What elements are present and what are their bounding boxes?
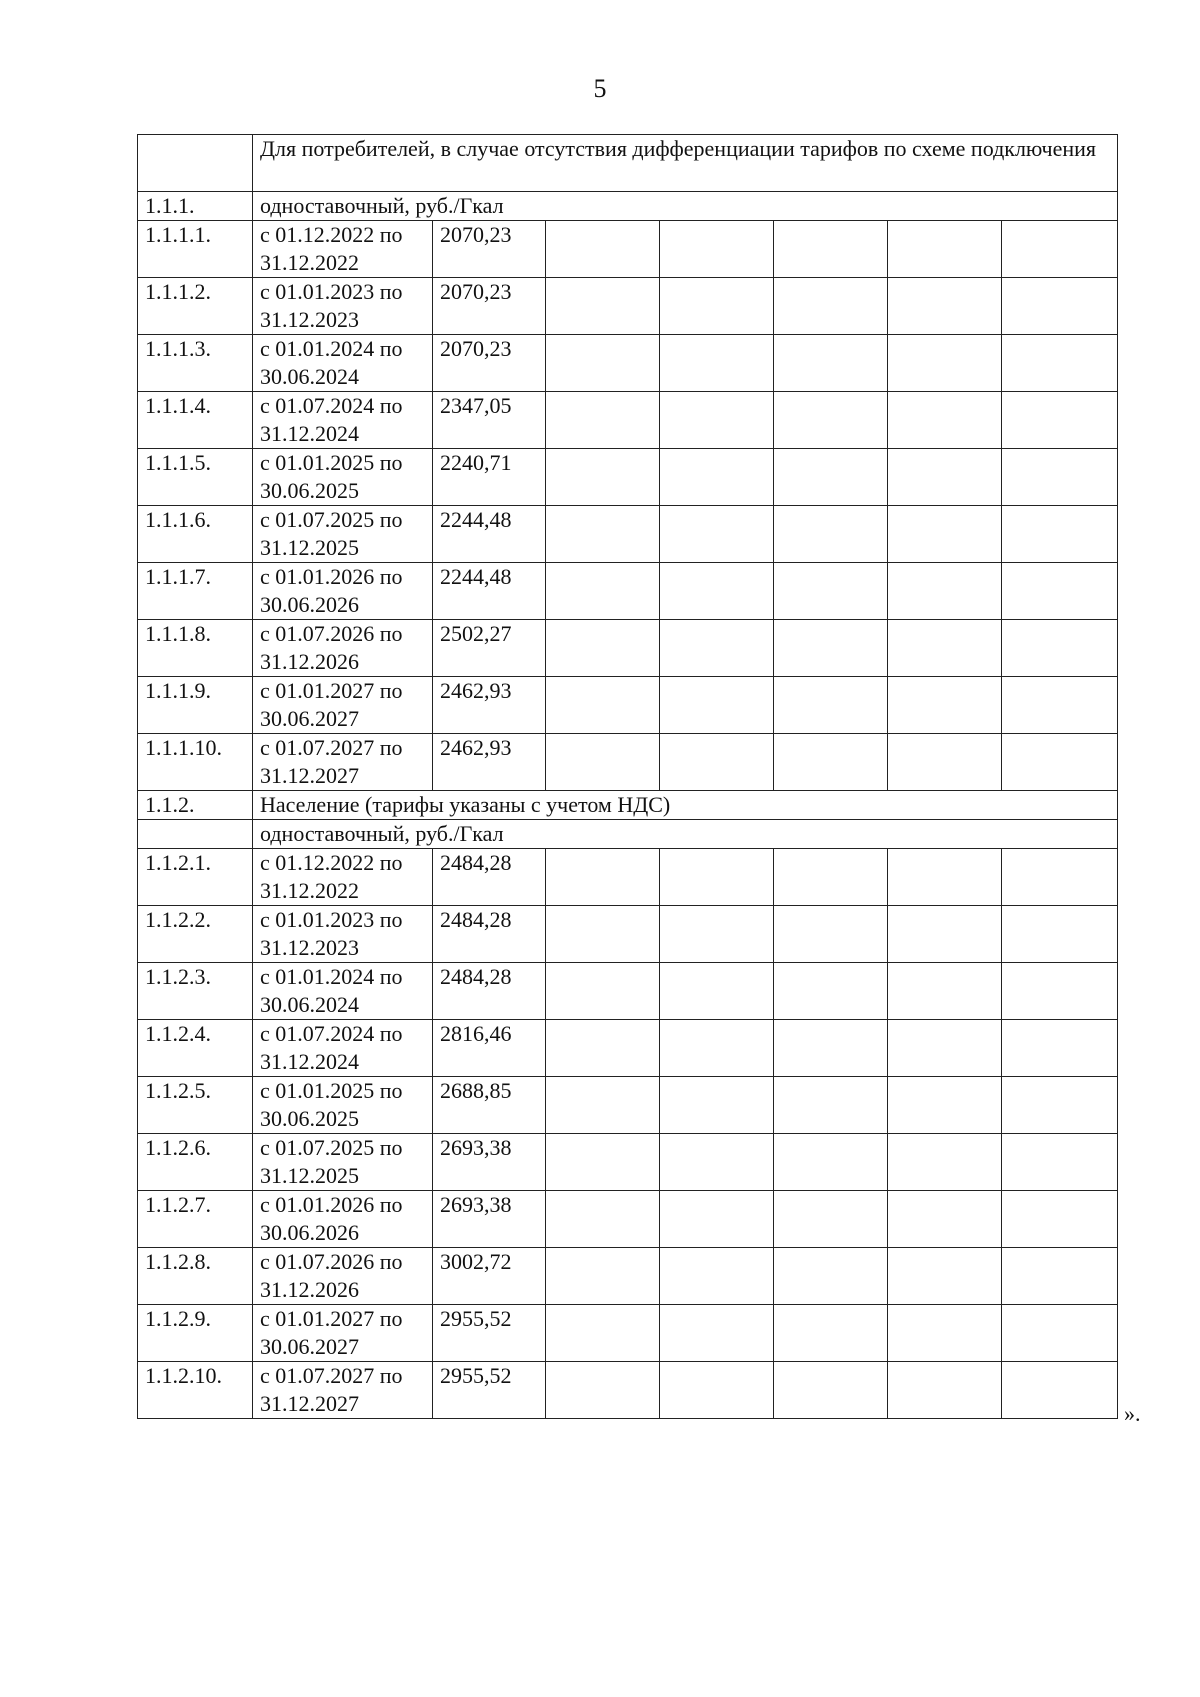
- empty-cell: [1002, 1020, 1118, 1077]
- period-start: с 01.01.2027 по: [260, 1306, 403, 1331]
- empty-cell: [774, 1077, 888, 1134]
- period-end: 30.06.2027: [260, 1334, 359, 1359]
- tariff-value-cell: 2955,52: [433, 1362, 546, 1419]
- tariff-value-cell: 2688,85: [433, 1077, 546, 1134]
- empty-cell: [1002, 1305, 1118, 1362]
- empty-cell: [546, 1077, 660, 1134]
- tariff-value-cell: 2484,28: [433, 849, 546, 906]
- group-subtitle-row: [138, 820, 1118, 849]
- empty-cell: [1002, 620, 1118, 677]
- empty-cell: [774, 278, 888, 335]
- row-code-cell: 1.1.1.9.: [138, 677, 253, 734]
- empty-cell: [1002, 1134, 1118, 1191]
- period-cell: [253, 506, 433, 563]
- empty-cell: [888, 1248, 1002, 1305]
- empty-cell: [546, 1020, 660, 1077]
- tariff-value-cell: 2502,27: [433, 620, 546, 677]
- period-end: 30.06.2027: [260, 706, 359, 731]
- empty-cell: [888, 1134, 1002, 1191]
- period-cell: [253, 1248, 433, 1305]
- tariff-row: [138, 620, 1118, 677]
- group-title-row: [138, 192, 1118, 221]
- tariff-row: [138, 677, 1118, 734]
- tariff-value-cell: 2484,28: [433, 906, 546, 963]
- row-code-cell: 1.1.2.5.: [138, 1077, 253, 1134]
- empty-cell: [660, 1020, 774, 1077]
- tariff-row: [138, 335, 1118, 392]
- period-end: 31.12.2022: [260, 878, 359, 903]
- tariff-row: [138, 734, 1118, 791]
- empty-cell: [1002, 963, 1118, 1020]
- group-subtitle-code-cell: [138, 820, 253, 849]
- period-cell: [253, 849, 433, 906]
- tariff-row: [138, 1134, 1118, 1191]
- period-start: с 01.01.2026 по: [260, 1192, 403, 1217]
- empty-cell: [774, 1020, 888, 1077]
- period-end: 31.12.2023: [260, 935, 359, 960]
- empty-cell: [774, 392, 888, 449]
- empty-cell: [660, 677, 774, 734]
- empty-cell: [546, 1248, 660, 1305]
- row-code-cell: 1.1.1.5.: [138, 449, 253, 506]
- period-end: 31.12.2026: [260, 1277, 359, 1302]
- empty-cell: [888, 506, 1002, 563]
- empty-cell: [546, 906, 660, 963]
- tariff-row: [138, 1248, 1118, 1305]
- tariff-value-cell: 2070,23: [433, 221, 546, 278]
- empty-cell: [546, 506, 660, 563]
- row-code-cell: 1.1.1.8.: [138, 620, 253, 677]
- empty-cell: [774, 506, 888, 563]
- period-cell: [253, 1305, 433, 1362]
- period-start: с 01.01.2026 по: [260, 564, 403, 589]
- empty-cell: [660, 1077, 774, 1134]
- period-start: с 01.07.2025 по: [260, 507, 403, 532]
- tariff-value-cell: 2484,28: [433, 963, 546, 1020]
- tariff-value-cell: 2816,46: [433, 1020, 546, 1077]
- period-start: с 01.01.2025 по: [260, 1078, 403, 1103]
- empty-cell: [774, 677, 888, 734]
- empty-cell: [1002, 1362, 1118, 1419]
- period-cell: [253, 335, 433, 392]
- empty-cell: [888, 1020, 1002, 1077]
- empty-cell: [546, 849, 660, 906]
- group-title-row: [138, 791, 1118, 820]
- empty-cell: [774, 963, 888, 1020]
- header-code-cell: [138, 135, 253, 192]
- tariff-row: [138, 506, 1118, 563]
- empty-cell: [546, 963, 660, 1020]
- header-row: [138, 135, 1118, 192]
- empty-cell: [888, 963, 1002, 1020]
- empty-cell: [660, 1248, 774, 1305]
- row-code-cell: 1.1.2.6.: [138, 1134, 253, 1191]
- row-code-cell: 1.1.2.9.: [138, 1305, 253, 1362]
- tariff-row: [138, 1020, 1118, 1077]
- empty-cell: [546, 449, 660, 506]
- row-code-cell: 1.1.2.2.: [138, 906, 253, 963]
- empty-cell: [660, 906, 774, 963]
- empty-cell: [546, 734, 660, 791]
- period-cell: [253, 563, 433, 620]
- period-cell: [253, 1077, 433, 1134]
- period-start: с 01.07.2026 по: [260, 621, 403, 646]
- empty-cell: [546, 221, 660, 278]
- period-start: с 01.07.2024 по: [260, 393, 403, 418]
- period-cell: [253, 1020, 433, 1077]
- empty-cell: [660, 1134, 774, 1191]
- empty-cell: [888, 620, 1002, 677]
- empty-cell: [660, 221, 774, 278]
- group-code-cell: 1.1.2.: [138, 791, 253, 820]
- empty-cell: [1002, 906, 1118, 963]
- empty-cell: [888, 1305, 1002, 1362]
- empty-cell: [660, 963, 774, 1020]
- empty-cell: [888, 278, 1002, 335]
- empty-cell: [546, 563, 660, 620]
- period-end: 31.12.2027: [260, 763, 359, 788]
- period-start: с 01.12.2022 по: [260, 850, 403, 875]
- period-start: с 01.01.2025 по: [260, 450, 403, 475]
- empty-cell: [660, 278, 774, 335]
- tariff-row: [138, 849, 1118, 906]
- period-end: 30.06.2024: [260, 992, 359, 1017]
- empty-cell: [546, 1305, 660, 1362]
- row-code-cell: 1.1.2.3.: [138, 963, 253, 1020]
- row-code-cell: 1.1.1.3.: [138, 335, 253, 392]
- tariff-row: [138, 392, 1118, 449]
- empty-cell: [660, 620, 774, 677]
- empty-cell: [888, 906, 1002, 963]
- empty-cell: [1002, 335, 1118, 392]
- period-end: 30.06.2025: [260, 478, 359, 503]
- period-start: с 01.01.2023 по: [260, 279, 403, 304]
- empty-cell: [660, 1305, 774, 1362]
- tariff-value-cell: 2462,93: [433, 734, 546, 791]
- tariff-value-cell: 2347,05: [433, 392, 546, 449]
- empty-cell: [888, 677, 1002, 734]
- empty-cell: [1002, 1248, 1118, 1305]
- period-end: 31.12.2022: [260, 250, 359, 275]
- period-end: 30.06.2026: [260, 592, 359, 617]
- group-title-cell: одноставочный, руб./Гкал: [253, 192, 1118, 221]
- empty-cell: [660, 1191, 774, 1248]
- empty-cell: [888, 563, 1002, 620]
- tariff-row: [138, 963, 1118, 1020]
- row-code-cell: 1.1.2.1.: [138, 849, 253, 906]
- tariff-value-cell: 2955,52: [433, 1305, 546, 1362]
- period-end: 31.12.2025: [260, 1163, 359, 1188]
- period-end: 30.06.2026: [260, 1220, 359, 1245]
- row-code-cell: 1.1.2.10.: [138, 1362, 253, 1419]
- period-start: с 01.12.2022 по: [260, 222, 403, 247]
- empty-cell: [546, 1362, 660, 1419]
- period-start: с 01.07.2027 по: [260, 1363, 403, 1388]
- period-cell: [253, 1362, 433, 1419]
- period-cell: [253, 906, 433, 963]
- period-start: с 01.01.2024 по: [260, 336, 403, 361]
- period-cell: [253, 392, 433, 449]
- empty-cell: [660, 506, 774, 563]
- period-start: с 01.01.2023 по: [260, 907, 403, 932]
- empty-cell: [888, 221, 1002, 278]
- empty-cell: [774, 335, 888, 392]
- empty-cell: [546, 620, 660, 677]
- empty-cell: [1002, 849, 1118, 906]
- period-end: 31.12.2027: [260, 1391, 359, 1416]
- empty-cell: [888, 1362, 1002, 1419]
- period-end: 31.12.2024: [260, 421, 359, 446]
- row-code-cell: 1.1.1.2.: [138, 278, 253, 335]
- empty-cell: [660, 734, 774, 791]
- period-cell: [253, 1134, 433, 1191]
- empty-cell: [774, 849, 888, 906]
- empty-cell: [660, 392, 774, 449]
- period-end: 30.06.2024: [260, 364, 359, 389]
- empty-cell: [546, 1134, 660, 1191]
- empty-cell: [1002, 278, 1118, 335]
- period-cell: [253, 1191, 433, 1248]
- period-cell: [253, 620, 433, 677]
- empty-cell: [774, 906, 888, 963]
- tariff-row: [138, 278, 1118, 335]
- row-code-cell: 1.1.2.4.: [138, 1020, 253, 1077]
- empty-cell: [660, 335, 774, 392]
- tariff-table-body: [138, 135, 1118, 1419]
- group-code-cell: 1.1.1.: [138, 192, 253, 221]
- tariff-row: [138, 563, 1118, 620]
- empty-cell: [888, 449, 1002, 506]
- period-cell: [253, 677, 433, 734]
- period-end: 31.12.2025: [260, 535, 359, 560]
- empty-cell: [774, 449, 888, 506]
- empty-cell: [1002, 677, 1118, 734]
- empty-cell: [1002, 392, 1118, 449]
- empty-cell: [774, 620, 888, 677]
- empty-cell: [888, 392, 1002, 449]
- group-subtitle-cell: одноставочный, руб./Гкал: [253, 820, 1118, 849]
- empty-cell: [660, 449, 774, 506]
- period-cell: [253, 963, 433, 1020]
- empty-cell: [546, 1191, 660, 1248]
- empty-cell: [1002, 734, 1118, 791]
- empty-cell: [888, 335, 1002, 392]
- empty-cell: [660, 849, 774, 906]
- empty-cell: [660, 1362, 774, 1419]
- tariff-value-cell: 2070,23: [433, 278, 546, 335]
- period-start: с 01.07.2027 по: [260, 735, 403, 760]
- page-number: 5: [593, 74, 607, 103]
- tariff-row: [138, 221, 1118, 278]
- tariff-value-cell: 2240,71: [433, 449, 546, 506]
- empty-cell: [774, 563, 888, 620]
- empty-cell: [1002, 563, 1118, 620]
- empty-cell: [1002, 449, 1118, 506]
- row-code-cell: 1.1.1.1.: [138, 221, 253, 278]
- tariff-row: [138, 1362, 1118, 1419]
- empty-cell: [1002, 221, 1118, 278]
- empty-cell: [774, 1191, 888, 1248]
- tariff-table: [137, 134, 1118, 1419]
- period-end: 31.12.2026: [260, 649, 359, 674]
- tariff-value-cell: 2244,48: [433, 563, 546, 620]
- tariff-value-cell: 2070,23: [433, 335, 546, 392]
- header-text-cell: Для потребителей, в случае отсутствия дифференциации тарифов по схеме подключения: [253, 135, 1118, 192]
- empty-cell: [660, 563, 774, 620]
- row-code-cell: 1.1.1.6.: [138, 506, 253, 563]
- period-start: с 01.01.2027 по: [260, 678, 403, 703]
- period-start: с 01.07.2024 по: [260, 1021, 403, 1046]
- period-cell: [253, 221, 433, 278]
- empty-cell: [774, 221, 888, 278]
- row-code-cell: 1.1.1.10.: [138, 734, 253, 791]
- period-cell: [253, 734, 433, 791]
- closing-quote-mark: ».: [1124, 1401, 1141, 1426]
- period-start: с 01.07.2025 по: [260, 1135, 403, 1160]
- tariff-row: [138, 1191, 1118, 1248]
- period-end: 31.12.2023: [260, 307, 359, 332]
- empty-cell: [888, 1077, 1002, 1134]
- tariff-value-cell: 2693,38: [433, 1134, 546, 1191]
- row-code-cell: 1.1.1.4.: [138, 392, 253, 449]
- tariff-value-cell: 3002,72: [433, 1248, 546, 1305]
- row-code-cell: 1.1.2.7.: [138, 1191, 253, 1248]
- empty-cell: [774, 1305, 888, 1362]
- empty-cell: [1002, 1191, 1118, 1248]
- period-start: с 01.01.2024 по: [260, 964, 403, 989]
- tariff-row: [138, 906, 1118, 963]
- tariff-value-cell: 2244,48: [433, 506, 546, 563]
- tariff-value-cell: 2462,93: [433, 677, 546, 734]
- row-code-cell: 1.1.1.7.: [138, 563, 253, 620]
- empty-cell: [774, 1362, 888, 1419]
- tariff-row: [138, 1077, 1118, 1134]
- empty-cell: [546, 677, 660, 734]
- period-cell: [253, 449, 433, 506]
- empty-cell: [774, 734, 888, 791]
- group-title-cell: Население (тарифы указаны с учетом НДС): [253, 791, 1118, 820]
- empty-cell: [888, 734, 1002, 791]
- empty-cell: [546, 278, 660, 335]
- empty-cell: [1002, 1077, 1118, 1134]
- empty-cell: [888, 1191, 1002, 1248]
- empty-cell: [888, 849, 1002, 906]
- empty-cell: [774, 1248, 888, 1305]
- period-cell: [253, 278, 433, 335]
- empty-cell: [546, 392, 660, 449]
- period-end: 30.06.2025: [260, 1106, 359, 1131]
- tariff-row: [138, 1305, 1118, 1362]
- empty-cell: [546, 335, 660, 392]
- tariff-value-cell: 2693,38: [433, 1191, 546, 1248]
- row-code-cell: 1.1.2.8.: [138, 1248, 253, 1305]
- empty-cell: [774, 1134, 888, 1191]
- empty-cell: [1002, 506, 1118, 563]
- tariff-row: [138, 449, 1118, 506]
- period-end: 31.12.2024: [260, 1049, 359, 1074]
- period-start: с 01.07.2026 по: [260, 1249, 403, 1274]
